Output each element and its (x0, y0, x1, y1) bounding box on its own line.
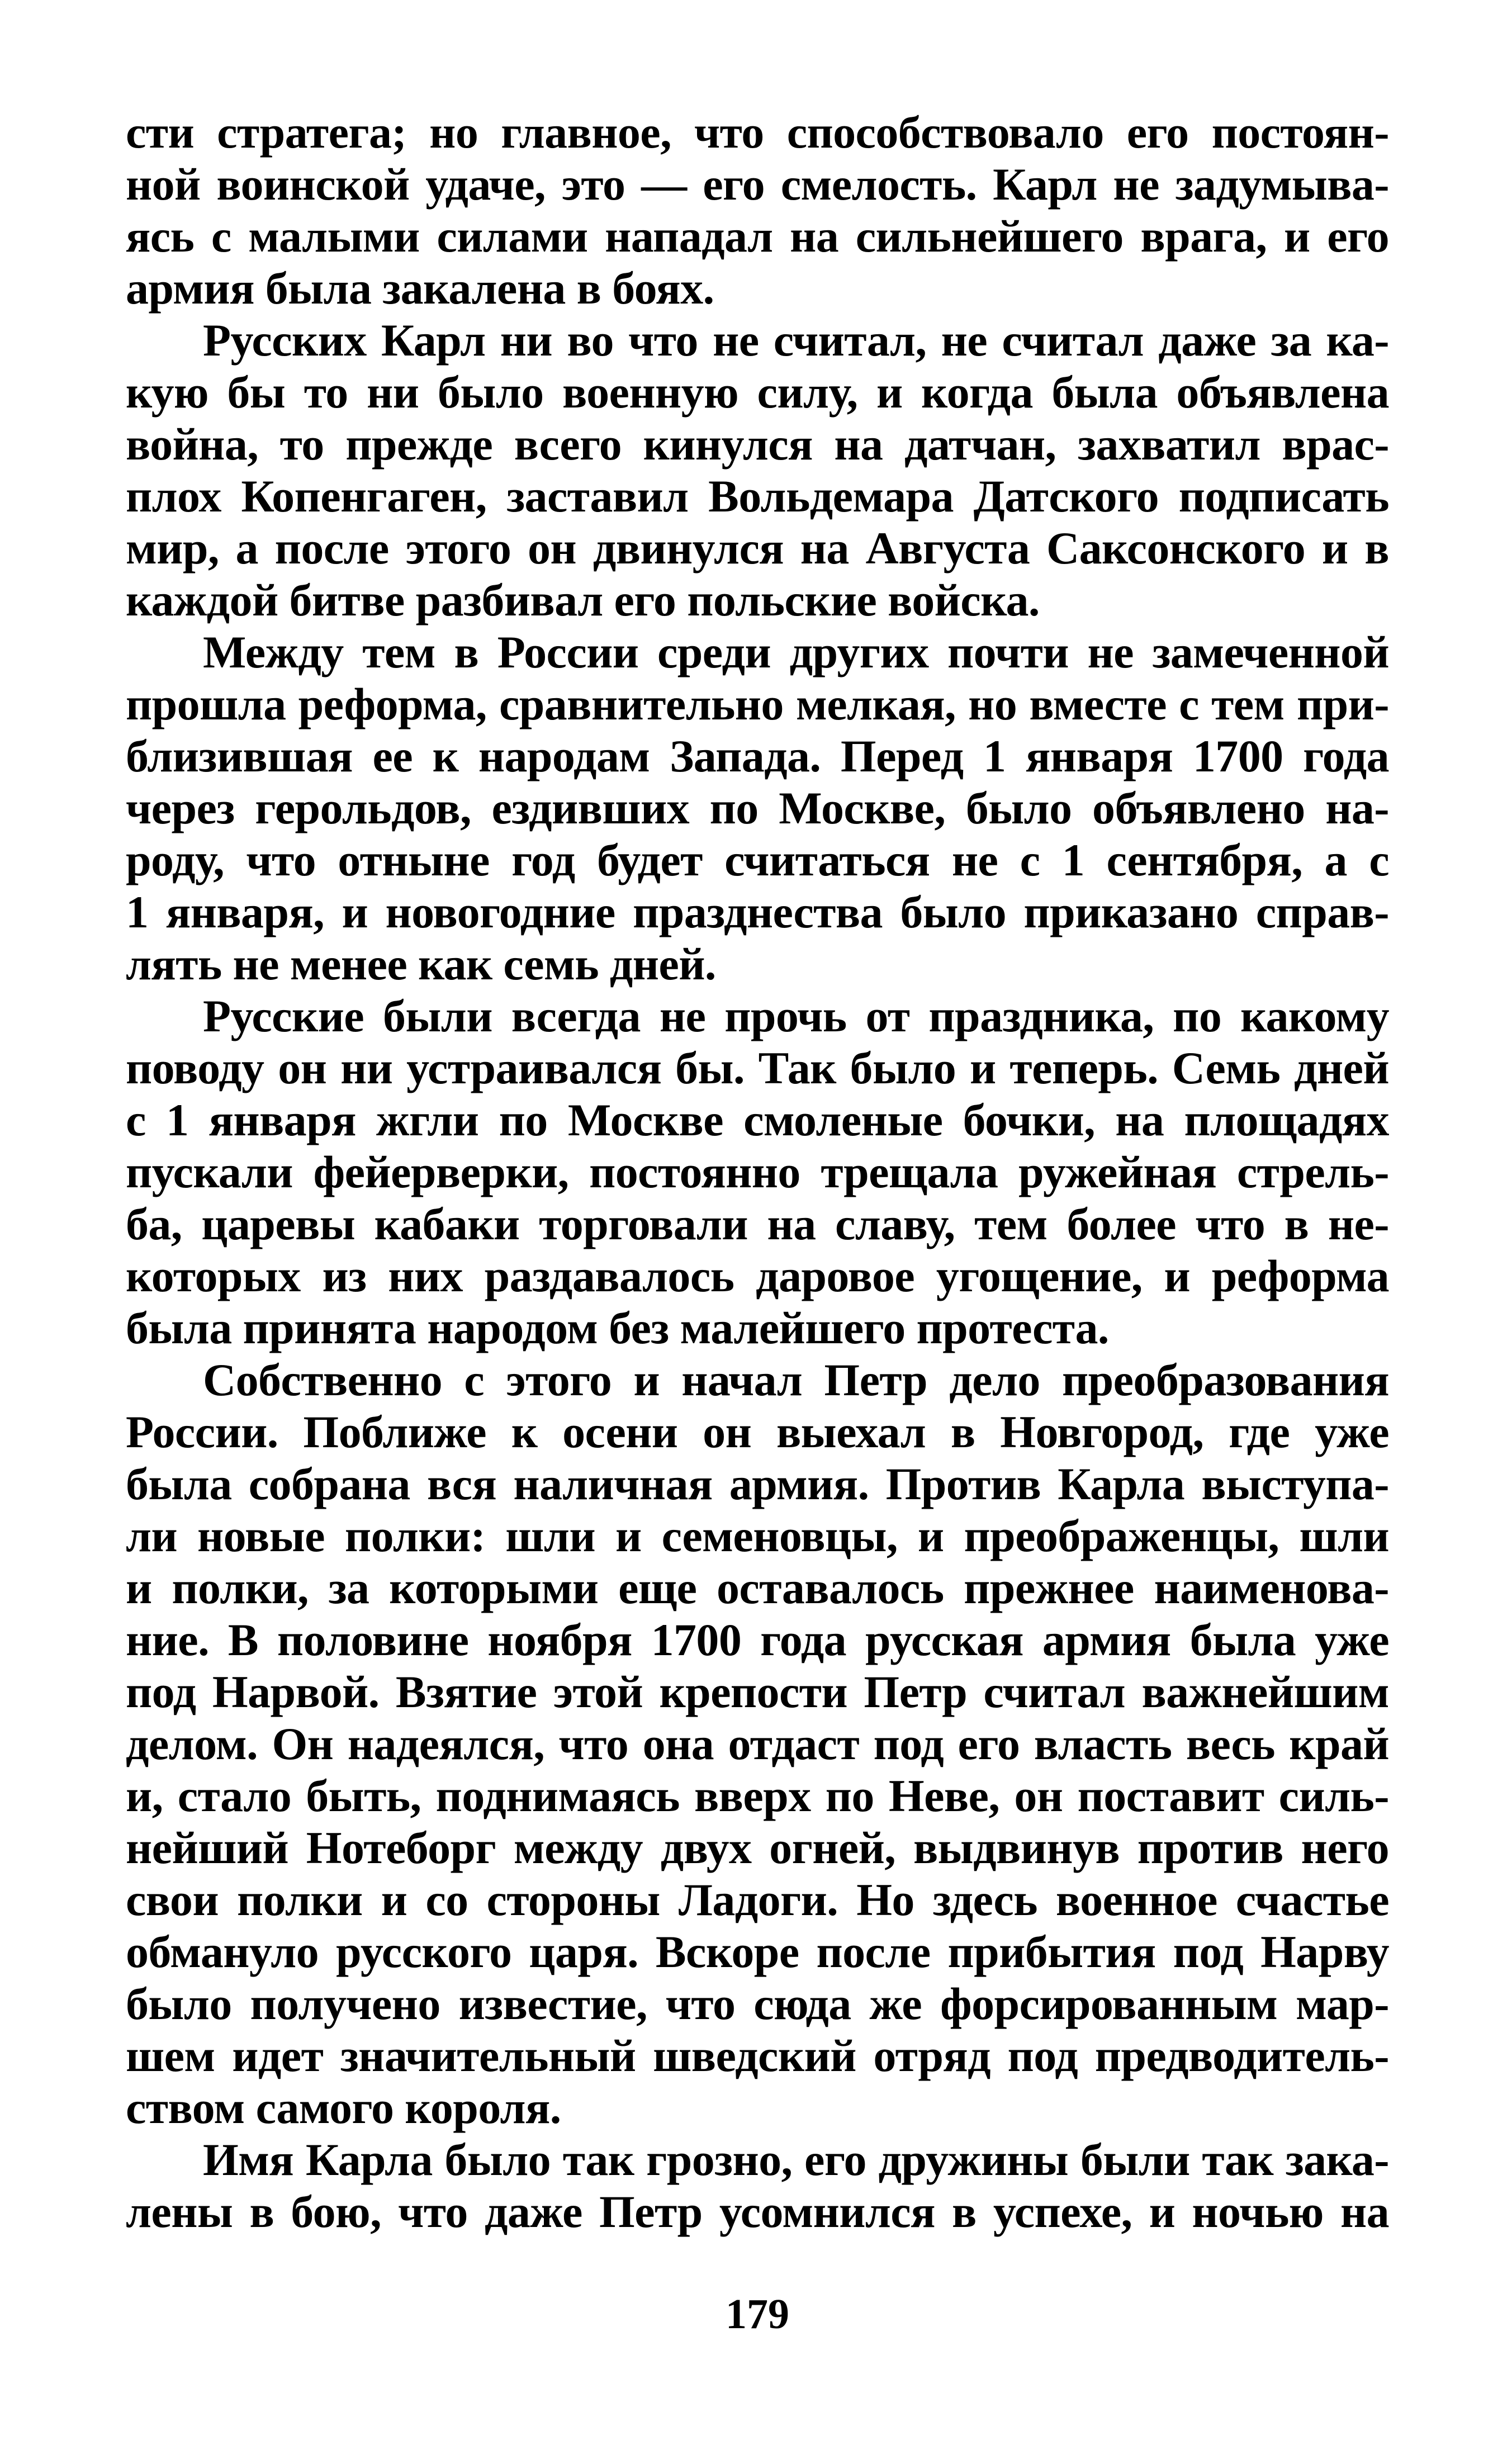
text-line: сти стратега; но главное, что способствовало его постоян- (126, 107, 1389, 158)
text-line: Имя Карла было так грозно, его дружины были так зака- (203, 2134, 1389, 2185)
body-text (126, 106, 1389, 2238)
text-line: близившая ее к народам Запада. Перед 1 января 1700 года (126, 731, 1389, 781)
text-line: шем идет значительный шведский отряд под предводитель- (126, 2030, 1389, 2081)
text-line: России. Поближе к осени он выехал в Новгород, где уже (126, 1406, 1389, 1457)
text-line: с 1 января жгли по Москве смоленые бочки, на площадях (126, 1094, 1389, 1145)
text-line: делом. Он надеялся, что она отдаст под его власть весь край (126, 1718, 1389, 1769)
text-line: плох Копенгаген, заставил Вольдемара Датского подписать (126, 471, 1389, 522)
text-line: война, то прежде всего кинулся на датчан, захватил врас- (126, 419, 1389, 470)
text-line: поводу он ни устраивался бы. Так было и теперь. Семь дней (126, 1043, 1389, 1093)
text-line: через герольдов, ездивших по Москве, было объявлено на- (126, 783, 1389, 833)
text-line: под Нарвой. Взятие этой крепости Петр считал важнейшим (126, 1666, 1389, 1717)
text-line: прошла реформа, сравнительно мелкая, но вместе с тем при- (126, 679, 1389, 729)
text-line: и полки, за которыми еще оставалось прежнее наименова- (126, 1562, 1389, 1613)
text-line: армия была закалена в боях. (126, 263, 714, 314)
text-line: ной воинской удаче, это — его смелость. Карл не задумыва- (126, 159, 1389, 210)
text-line: было получено известие, что сюда же форсированным мар- (126, 1978, 1389, 2029)
text-line: была собрана вся наличная армия. Против Карла выступа- (126, 1458, 1389, 1509)
text-line: ба, царевы кабаки торговали на славу, тем более что в не- (126, 1198, 1389, 1249)
text-line: и, стало быть, поднимаясь вверх по Неве, он поставит силь- (126, 1770, 1389, 1821)
text-line: Русские были всегда не прочь от праздника, по какому (203, 991, 1389, 1041)
text-line: кую бы то ни было военную силу, и когда была объявлена (126, 367, 1389, 418)
text-line: ние. В половине ноября 1700 года русская армия была уже (126, 1614, 1389, 1665)
text-line: пускали фейерверки, постоянно трещала ружейная стрель- (126, 1146, 1389, 1197)
text-line: 1 января, и новогодние празднества было приказано справ- (126, 887, 1389, 937)
text-line: Между тем в России среди других почти не замеченной (203, 627, 1389, 677)
text-line: лены в бою, что даже Петр усомнился в успехе, и ночью на (126, 2186, 1389, 2237)
text-line: роду, что отныне год будет считаться не с 1 сентября, а с (126, 835, 1389, 885)
text-line: свои полки и со стороны Ладоги. Но здесь военное счастье (126, 1874, 1389, 1925)
book-page (126, 106, 1389, 2338)
text-line: ли новые полки: шли и семеновцы, и преображенцы, шли (126, 1510, 1389, 1561)
text-line: ством самого короля. (126, 2082, 561, 2133)
text-line: была принята народом без малейшего протеста. (126, 1302, 1109, 1353)
page-number: 179 (726, 2291, 789, 2338)
text-line: ясь с малыми силами нападал на сильнейшего врага, и его (126, 211, 1389, 262)
text-line: Русских Карл ни во что не считал, не считал даже за ка- (203, 315, 1389, 366)
text-line: обмануло русского царя. Вскоре после прибытия под Нарву (126, 1926, 1389, 1977)
text-line: лять не менее как семь дней. (126, 939, 716, 989)
text-line: которых из них раздавалось даровое угощение, и реформа (126, 1250, 1389, 1301)
text-line: нейший Нотеборг между двух огней, выдвинув против него (126, 1822, 1389, 1873)
text-line: Собственно с этого и начал Петр дело преобразования (203, 1354, 1389, 1405)
text-line: каждой битве разбивал его польские войска. (126, 575, 1040, 626)
text-line: мир, а после этого он двинулся на Августа Саксонского и в (126, 523, 1389, 574)
